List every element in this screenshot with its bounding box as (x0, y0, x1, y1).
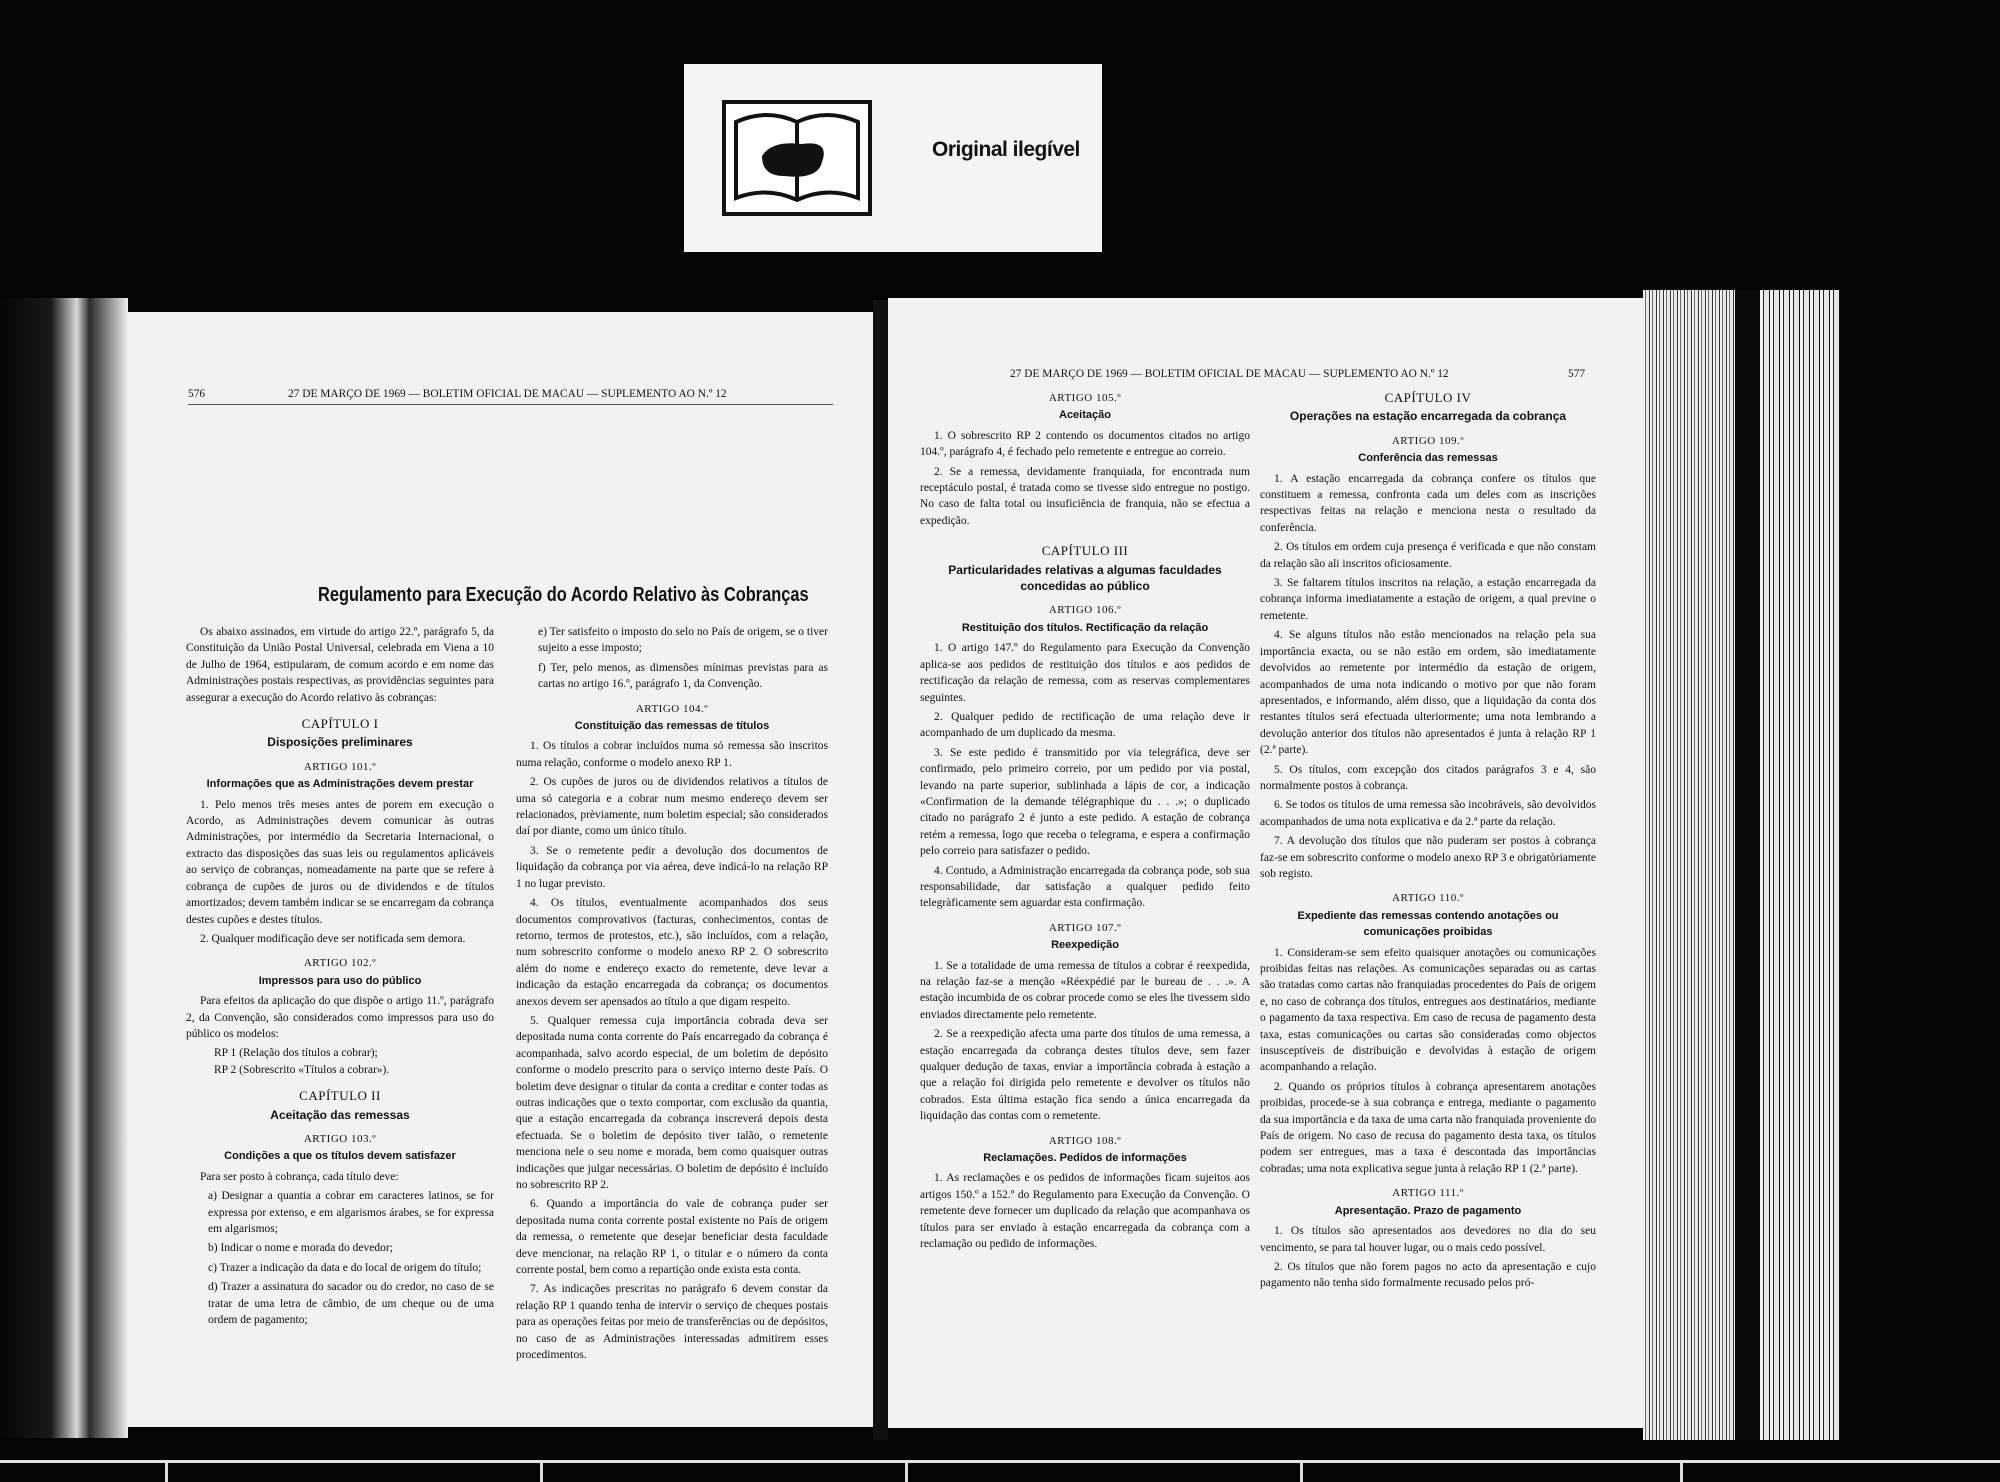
paragraph: 2. Se a reexpedição afecta uma parte dos títulos de uma remessa, a estação encarregada da cobrança destes títulos deve, sem fazer qualquer dedução de taxas, enviar a importância cobrada à estação a que a relação foi dirigida pelo remetente e devolver os títulos não cobrados. Esta última estação fica sendo a única encarregada da liquidação das contas com o remetente. (920, 1028, 1250, 1123)
left-page-edge (0, 298, 128, 1438)
article-title: Restituição dos títulos. Rectificação da relação (961, 621, 1209, 634)
chapter-title: Disposições preliminares (267, 735, 413, 750)
running-head: 27 DE MARÇO DE 1969 — BOLETIM OFICIAL DE MACAU — SUPLEMENTO AO N.º 12 (1010, 368, 1449, 380)
chapter-heading: CAPÍTULO II (299, 1088, 381, 1104)
chapter-title: Particularidades relativas a algumas faculdades concedidas ao público (948, 562, 1222, 594)
paragraph: 4. Os títulos, eventualmente acompanhados dos seus documentos comprovativos (facturas, conhecimentos, contas de retorno, termos de protestos, etc.), são incluídos, com a relação, num sobrescrito conforme o modelo anexo RP 2. O sobrescrito além do nome e endereço exacto do remetente, deve levar a indicação da estação encarregada da cobrança; os documentos anexos devem ser apensados ao título a que digam respeito. (516, 897, 828, 1008)
paragraph: 4. Contudo, a Administração encarregada da cobrança pode, sob sua responsabilidade, dar satisfação a qualquer pedido feito telegràficamente sem aguardar esta confirmação. (920, 864, 1250, 910)
article-number: ARTIGO 110.º (1392, 892, 1464, 905)
left-page (128, 312, 873, 1427)
paragraph: 7. A devolução dos títulos que não puderam ser postos à cobrança faz-se em sobrescrito conforme o modelo anexo RP 3 e obrigatòriamente sob registo. (1260, 835, 1596, 880)
article-number: ARTIGO 105.º (1048, 392, 1122, 404)
paragraph: 2. Se a remessa, devidamente franquiada, for encontrada num receptáculo postal, é tratada como se tivesse sido entregue no postigo. No caso de falta total ou insuficiência de franquia, não se efectua a expedição. (920, 465, 1250, 527)
running-head: 27 DE MARÇO DE 1969 — BOLETIM OFICIAL DE MACAU — SUPLEMENTO AO N.º 12 (288, 388, 727, 400)
right-page-stack-edge (1643, 290, 1735, 1440)
page-number: 576 (188, 388, 206, 400)
paragraph: 1. Pelo menos três meses antes de porem em execução o Acordo, as Administrações devem comunicar às outras Administrações, por intermédio da Secretaria Internacional, o extracto das disposições das suas leis ou regulamentos aplicáveis ao serviço de cobranças, nomeadamente na parte que se refere à cobrança de cupões de juros ou de dividendos e de títulos amortizados; devem também indicar se se encarregam da cobrança destes cupões e destes títulos. (186, 798, 494, 926)
paragraph: 5. Os títulos, com excepção dos citados parágrafos 3 e 4, são normalmente postos à cobrança. (1260, 763, 1596, 792)
right-page-column-1 (920, 390, 1250, 1256)
list-item: a) Designar a quantia a cobrar em caracteres latinos, se for expressa por extenso, e em algarismos árabes, se for expressa em algarismos; (208, 1190, 494, 1235)
dark-band (1735, 290, 1760, 1440)
document-title: Regulamento para Execução do Acordo Relativo às Cobranças (318, 584, 809, 606)
article-number: ARTIGO 106.º (1048, 604, 1122, 617)
article-number: ARTIGO 102.º (303, 957, 377, 970)
paragraph: 2. Qualquer pedido de rectificação de uma relação deve ir acompanhado de um duplicado da mesma. (920, 710, 1250, 740)
article-number: ARTIGO 101.º (303, 760, 377, 773)
article-title: Aceitação (1059, 409, 1111, 422)
paragraph: 1. Os títulos a cobrar incluídos numa só remessa são inscritos numa relação, conforme o modelo anexo RP 1. (516, 740, 828, 769)
paragraph: 2. Os títulos que não forem pagos no acto da apresentação e cujo pagamento não tenha sido formalmente recusado pelos pró- (1260, 1260, 1596, 1290)
film-bottom-rule (0, 1460, 2000, 1463)
model-item: RP 2 (Sobrescrito «Títulos a cobrar»). (214, 1063, 390, 1076)
paragraph: Para ser posto à cobrança, cada título deve: (200, 1170, 399, 1183)
paragraph: 1. O artigo 147.º do Regulamento para Execução da Convenção aplica-se aos pedidos de restituição dos títulos e aos pedidos de rectificação da relação de remessa, com as reservas complementares seguintes. (920, 642, 1250, 704)
article-title: Reexpedição (1051, 939, 1119, 952)
article-number: ARTIGO 108.º (1048, 1134, 1122, 1147)
paragraph: 2. Os cupões de juros ou de dividendos relativos a títulos de uma só categoria e a cobrar num mesmo endereço devem ser relacionados, prèviamente, num boletim especial; são considerados daí por diante, como um único título. (516, 776, 828, 838)
list-item: e) Ter satisfeito o imposto do selo no País de origem, se o tiver sujeito a esse imposto; (538, 626, 828, 655)
film-tick (165, 1462, 168, 1482)
list-item: d) Trazer a assinatura do sacador ou do credor, no caso de se tratar de uma letra de câmbio, de um cheque ou de uma ordem de pagamento; (208, 1281, 494, 1327)
list-item: c) Trazer a indicação da data e do local de origem do título; (208, 1261, 482, 1274)
article-title: Constituição das remessas de títulos (574, 720, 770, 733)
left-page-column-1 (186, 624, 494, 1331)
film-tick (1300, 1462, 1303, 1482)
paragraph: 1. Os títulos são apresentados aos devedores no dia do seu vencimento, se para tal houver lugar, ou o mais cedo possível. (1260, 1225, 1596, 1254)
paragraph: 1. Consideram-se sem efeito quaisquer anotações ou comunicações proibidas feitas nas relações. As comunicações separadas ou as cartas são tratadas como cartas não franquiadas procedentes do País de origem e, no caso de cobrança dos títulos, entregues aos destinatários, mediante o pagamento da taxa respectiva. Em caso de recusa de pagamento desta taxa, estas comunicações ou cartas são consideradas como objectos insusceptíveis de distribuição e devolvidas à estação de origem acompanhando a relação. (1260, 946, 1596, 1074)
paragraph: 5. Qualquer remessa cuja importância cobrada deva ser depositada numa conta corrente do País encarregado da cobrança é acompanhada, salvo acordo especial, de um boletim de depósito conforme o modelo prescrito para o serviço interno deste País. O boletim deve designar o titular da conta a creditar e conter todas as outras indicações que o texto comportar, com exclusão da quantia, que a estação encarregada da cobrança inscreverá depois desta efectuada. Se o boletim de depósito tiver talão, o remetente menciona nele o seu nome e morada, bem como quaisquer outras indicações que julgar necessárias. O boletim de depósito é incluído no sobrescrito RP 2. (516, 1014, 828, 1191)
illegible-label: Original ilegível (932, 138, 1080, 161)
right-page (888, 298, 1643, 1428)
open-book-icon (722, 100, 872, 216)
article-number: ARTIGO 107.º (1048, 921, 1122, 934)
paragraph: 2. Qualquer modificação deve ser notificada sem demora. (200, 932, 466, 945)
chapter-heading: CAPÍTULO IV (1384, 390, 1472, 405)
article-title: Apresentação. Prazo de pagamento (1334, 1204, 1522, 1217)
model-item: RP 1 (Relação dos títulos a cobrar); (214, 1047, 378, 1060)
article-title: Reclamações. Pedidos de informações (983, 1152, 1187, 1165)
list-item: f) Ter, pelo menos, as dimensões mínimas previstas para as cartas no artigo 16.º, parágrafo 1, da Convenção. (538, 661, 828, 691)
paragraph: 6. Quando a importância do vale de cobrança puder ser depositada numa conta corrente postal existente no País de origem da remessa, o remetente que desejar beneficiar desta faculdade deve mencionar, na relação RP 1, o titular e o número da conta corrente postal, bem como a repartição onde exista esta conta. (516, 1198, 828, 1277)
article-title: Conferência das remessas (1358, 452, 1498, 465)
paragraph: 3. Se faltarem títulos inscritos na relação, a estação encarregada da cobrança informa imediatamente a estação de origem, a qual previne o remetente. (1260, 577, 1596, 622)
paragraph: 2. Quando os próprios títulos à cobrança apresentarem anotações proibidas, procede-se à sua cobrança e entrega, mediante o pagamento da sua importância e da taxa de uma carta não franquiada proveniente do País de origem. No caso de recusa do pagamento desta taxa, os títulos podem ser entregues, mas a taxa é descontada das importâncias cobradas; uma nota explicativa segue junta à relação RP 1 (2.ª parte). (1260, 1080, 1596, 1175)
intro-paragraph: Os abaixo assinados, em virtude do artigo 22.º, parágrafo 5, da Constituição da União Postal Universal, celebrada em Viena a 10 de Julho de 1964, estipularam, de comum acordo e em nome das Administrações postais respectivas, as providências seguintes para assegurar a execução do Acordo relativo às cobranças: (186, 626, 494, 704)
left-page-column-2 (516, 624, 828, 1366)
article-number: ARTIGO 109.º (1391, 434, 1465, 447)
outer-page-stack-edge (1760, 290, 1840, 1440)
paragraph: 6. Se todos os títulos de uma remessa são incobráveis, são devolvidos acompanhados de uma nota explicativa e da 2.ª parte da relação. (1260, 799, 1596, 828)
book-gutter (873, 300, 888, 1440)
article-number: ARTIGO 111.º (1392, 1187, 1464, 1200)
chapter-title: Aceitação das remessas (270, 1107, 410, 1122)
film-tick (905, 1462, 908, 1482)
right-page-column-2 (1260, 390, 1596, 1295)
paragraph: 4. Se alguns títulos não estão mencionados na relação pela sua importância exacta, ou se não estão em ordem, são imediatamente devolvidos ao remetente por intermédio da estação de origem, acompanhados de uma nota indicando o motivo por que não foram apresentados, e informando, além disso, que a liquidação da conta dos restantes títulos será efectuada ulteriormente; uma nota lembrando a devolução anterior dos títulos não apresentados é junta à relação RP 1 (2.ª parte). (1260, 629, 1596, 757)
article-number: ARTIGO 103.º (303, 1132, 377, 1145)
paragraph: 1. Se a totalidade de uma remessa de títulos a cobrar é reexpedida, na relação faz-se a menção «Réexpédié par le bureau de . . .». A estação incumbida de os cobrar procede como se eles lhe tivessem sido enviados directamente pelo remetente. (920, 959, 1250, 1021)
article-number: ARTIGO 104.º (635, 702, 709, 715)
illegible-original-stamp (684, 64, 1102, 252)
paragraph: 3. Se este pedido é transmitido por via telegráfica, deve ser confirmado, pelo primeiro correio, por um pedido por via postal, levando na parte superior, sublinhada a lápis de cor, a indicação «Confirmation de la demande télégraphique du . . .»; o duplicado citado no parágrafo 2 é junto a este pedido. A estação de cobrança retém a remessa, logo que receba o telegrama, e espera a confirmação pelo correio para satisfazer o pedido. (920, 746, 1250, 858)
paragraph: 3. Se o remetente pedir a devolução dos documentos de liquidação da cobrança por via aérea, deve indicá-lo na relação RP 1 no lugar previsto. (516, 844, 828, 890)
chapter-title: Operações na estação encarregada da cobrança (1289, 409, 1567, 424)
header-rule (188, 404, 833, 405)
paragraph: 1. As reclamações e os pedidos de informações ficam sujeitos aos artigos 150.º a 152.º do Regulamento para Execução da Convenção. O remetente deve fornecer um duplicado da relação que acompanhava os títulos para ser enviado à estação encarregada da cobrança com a reclamação ou pedido de informações. (920, 1172, 1250, 1251)
film-tick (1680, 1462, 1683, 1482)
newspaper-spread (0, 290, 2000, 1440)
paragraph: 7. As indicações prescritas no parágrafo 6 devem constar da relação RP 1 quando tenha de intervir o serviço de cheques postais para as operações feitas por meio de transferências ou de depósitos, no caso de as Administrações interessadas admitirem esses procedimentos. (516, 1283, 828, 1362)
article-title: Expediente das remessas contendo anotações ou comunicações proibidas (1297, 909, 1559, 939)
list-item: b) Indicar o nome e morada do devedor; (208, 1242, 393, 1255)
chapter-heading: CAPÍTULO I (301, 716, 379, 732)
film-tick (540, 1462, 543, 1482)
page-number: 577 (1568, 368, 1586, 380)
paragraph: Para efeitos da aplicação do que dispõe o artigo 11.º, parágrafo 2, da Convenção, são considerados como impressos para uso do público os modelos: (186, 995, 494, 1040)
paragraph: 1. A estação encarregada da cobrança confere os títulos que constituem a remessa, confronta cada um deles com as inscrições respectivas feitas na relação e menciona nesta o resultado da conferência. (1260, 472, 1596, 534)
article-title: Impressos para uso do público (258, 974, 422, 987)
paragraph: 1. O sobrescrito RP 2 contendo os documentos citados no artigo 104.º, parágrafo 4, é fechado pelo remetente e entregue ao correio. (920, 429, 1250, 459)
chapter-heading: CAPÍTULO III (1041, 543, 1129, 559)
paragraph: 2. Os títulos em ordem cuja presença é verificada e que não constam da relação são ali inscritos oficiosamente. (1260, 541, 1596, 570)
article-title: Informações que as Administrações devem prestar (206, 778, 474, 791)
article-title: Condições a que os títulos devem satisfazer (224, 1150, 456, 1163)
